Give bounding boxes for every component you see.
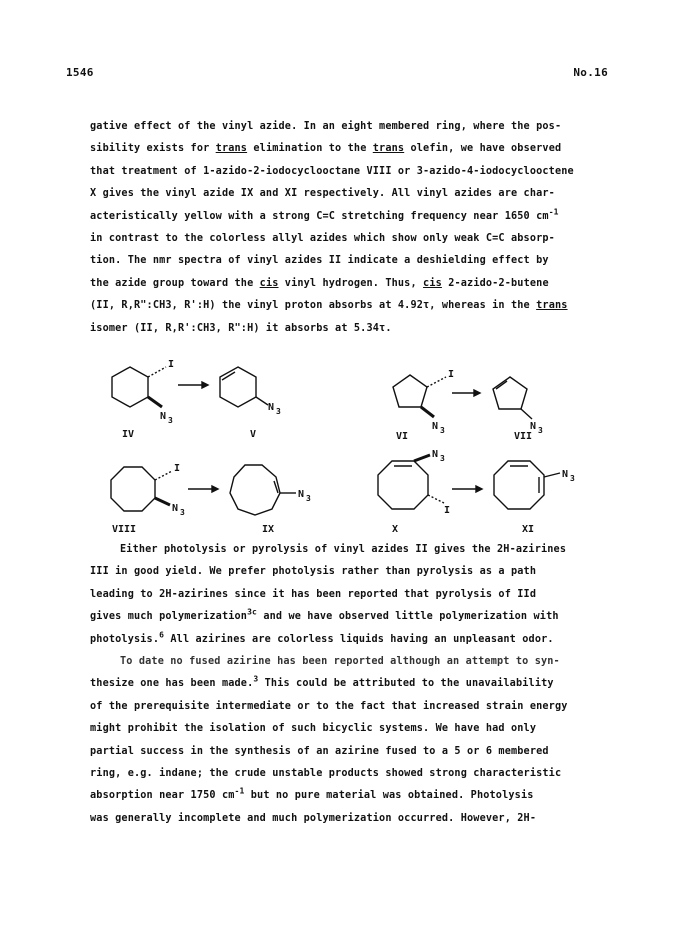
text-line: absorption near 1750 $cm^{-1}$ but no pure material was obtained. Photolysis [90, 787, 534, 802]
text-line: thesize one has been made.$^3$ This could be attributed to the unavailability [90, 675, 554, 690]
text-line: ring, e.g. indane; the crude unstable products showed strong characteristic [90, 768, 562, 780]
underlined-word: trans [372, 143, 405, 155]
text-line: of the prerequisite intermediate or to the fact that increased strain energy [90, 700, 568, 712]
underlined-word: cis [259, 277, 279, 289]
compound-label-X: X [392, 524, 399, 535]
text-line: the azide group toward the cis vinyl hydrogen. Thus, cis 2-azido-2-butene [90, 277, 549, 289]
azide-label: N [530, 421, 537, 432]
azide-label: N [432, 449, 439, 460]
compound-label-VII: VII [514, 431, 533, 442]
structure-VI [393, 375, 446, 417]
azide-subscript: 3 [306, 494, 311, 503]
underlined-word: trans [536, 300, 568, 312]
reference: 3c [247, 607, 258, 617]
structure-VII [493, 377, 532, 419]
text-line: isomer (II, R,R':CH3, R":H) it absorbs at 5.34τ. [90, 322, 392, 334]
azide-label: N [172, 503, 179, 514]
text-line: photolysis.$^6$ All azirines are colorless liquids having an unpleasant odor. [90, 630, 554, 645]
structure-IX [230, 465, 296, 515]
reference: 6 [159, 630, 165, 640]
page-number: 1546 [66, 66, 94, 79]
structure-V [220, 367, 268, 407]
compound-label-IX: IX [262, 524, 275, 535]
structure-IV [112, 367, 166, 407]
paragraph-top [90, 116, 610, 340]
text-line: partial success in the synthesis of an azirine fused to a 5 or 6 membered [90, 745, 549, 757]
paragraph-bottom [90, 539, 610, 830]
reaction-schemes [90, 355, 610, 535]
text-line: gative effect of the vinyl azide. In an eight membered ring, where the pos- [90, 121, 562, 132]
text-line: III in good yield. We prefer photolysis rather than pyrolysis as a path [90, 566, 537, 578]
text-line: acteristically yellow with a strong C=C stretching frequency near 1650 $cm^{-1}$ [90, 207, 559, 222]
text-line: (II, R,R":CH3, R':H) the vinyl proton absorbs at 4.92τ, whereas in the trans [90, 300, 568, 312]
azide-label: N [160, 411, 167, 422]
text-line: sibility exists for trans elimination to the trans olefin, we have observed [90, 143, 562, 155]
azide-subscript: 3 [538, 426, 543, 435]
text-line: might prohibit the isolation of such bicyclic systems. We have had only [90, 723, 537, 735]
iodo-label: I [448, 369, 455, 380]
azide-subscript: 3 [168, 416, 173, 425]
structure-VIII [111, 467, 172, 511]
iodo-label: I [444, 505, 451, 516]
text-line: gives much polymerization$^{3c}$ and we have observed little polymerization with [90, 607, 559, 623]
text-line: in contrast to the colorless allyl azides which show only weak C=C absorp- [90, 233, 555, 245]
issue-number: No.16 [573, 66, 608, 79]
azide-label: N [268, 402, 275, 413]
text-line: that treatment of 1-azido-2-iodocyclooctane VIII or 3-azido-4-iodocyclooctene [90, 165, 574, 177]
iodo-label: I [174, 463, 181, 474]
compound-label-VIII: VIII [112, 524, 137, 535]
azide-label: N [562, 469, 569, 480]
compound-label-IV: IV [122, 429, 135, 440]
azide-label: N [432, 421, 439, 432]
text-line: was generally incomplete and much polymerization occurred. However, 2H- [90, 812, 537, 824]
arrowhead [202, 382, 208, 388]
compound-label-XI: XI [522, 524, 535, 535]
azide-label: N [298, 489, 305, 500]
azide-subscript: 3 [440, 454, 445, 463]
arrowhead [212, 486, 218, 492]
text-line: tion. The nmr spectra of vinyl azides II indicate a deshielding effect by [90, 255, 549, 267]
superscript: -1 [234, 787, 245, 797]
structure-XI [494, 461, 560, 509]
arrowhead [474, 390, 480, 396]
structure-X [378, 455, 444, 509]
azide-subscript: 3 [440, 426, 445, 435]
arrowhead [476, 486, 482, 492]
azide-subscript: 3 [276, 407, 281, 416]
reference: 3 [253, 675, 259, 685]
azide-subscript: 3 [180, 508, 185, 517]
compound-label-VI: VI [396, 431, 409, 442]
text-line: To date no fused azirine has been reported although an attempt to syn- [120, 656, 560, 668]
text-line: Either photolysis or pyrolysis of vinyl azides II gives the 2H-azirines [120, 544, 567, 555]
compound-label-V: V [250, 429, 257, 440]
iodo-label: I [168, 359, 175, 370]
azide-subscript: 3 [570, 474, 575, 483]
text-line: leading to 2H-azirines since it has been reported that pyrolysis of IId [90, 588, 537, 600]
underlined-word: trans [215, 143, 248, 155]
underlined-word: cis [423, 277, 442, 289]
text-line: X gives the vinyl azide IX and XI respectively. All vinyl azides are char- [90, 188, 555, 200]
superscript: -1 [548, 207, 559, 217]
